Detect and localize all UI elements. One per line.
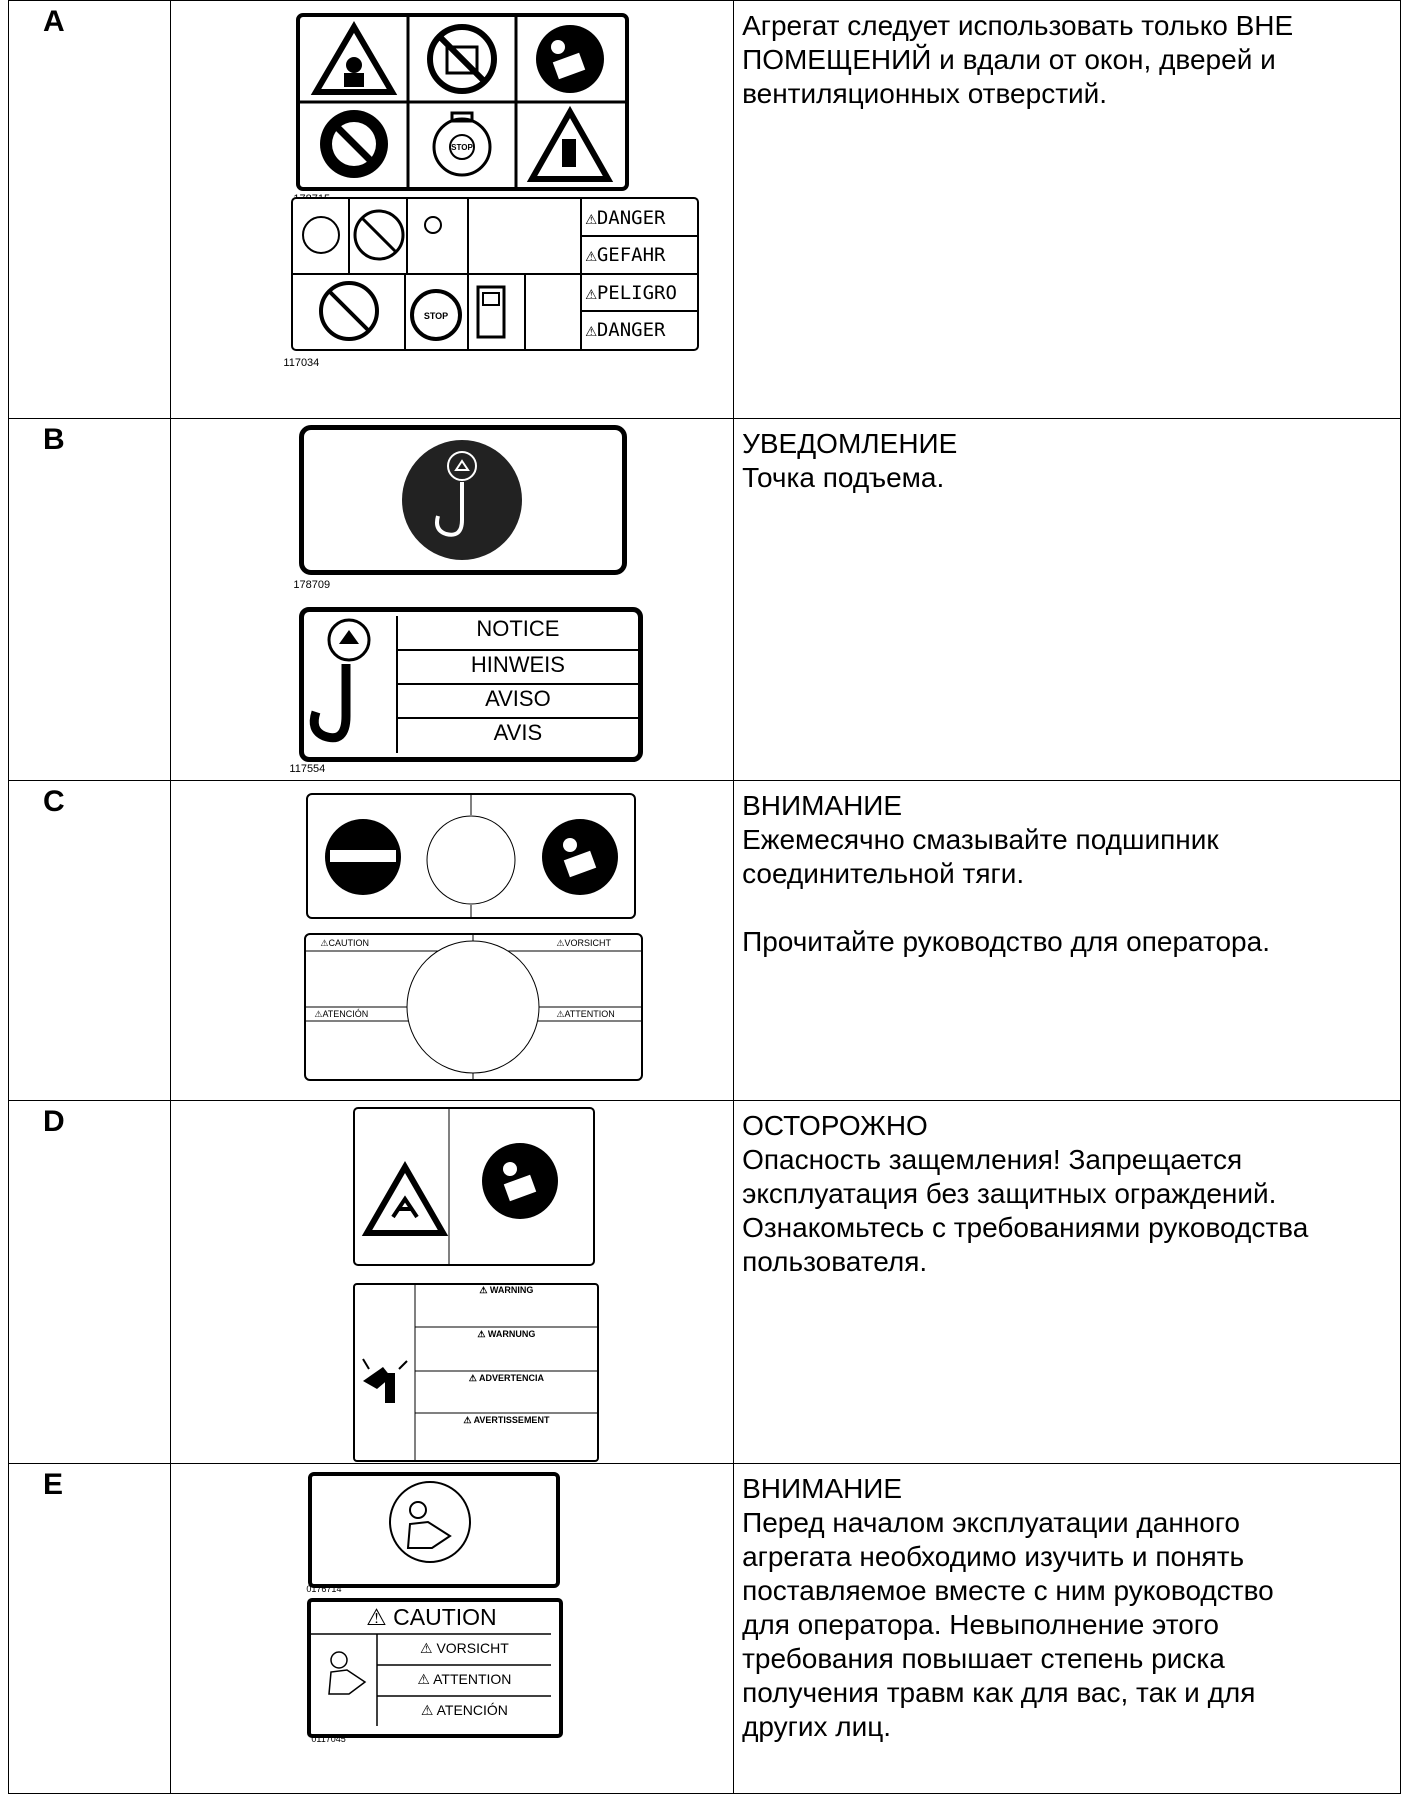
table-row xyxy=(9,1,1401,419)
decal-images xyxy=(171,1,734,419)
decal-pinch-point xyxy=(353,1107,595,1266)
label-notice-es: AVISO xyxy=(485,686,551,711)
description-line: Агрегат следует использовать только ВНЕ xyxy=(742,10,1294,41)
decal-notice-multilingual xyxy=(299,607,643,762)
decal-images xyxy=(171,781,734,1101)
row-letter: E xyxy=(9,1464,171,1794)
decal-grease-monthly xyxy=(306,793,636,919)
decal-danger-multilingual xyxy=(291,197,699,351)
description-line: получения травм как для вас, так и для xyxy=(742,1677,1256,1708)
part-number: 117554 xyxy=(289,763,326,775)
decal-images xyxy=(171,419,734,781)
description-line: других лиц. xyxy=(742,1711,892,1742)
description-line: агрегата необходимо изучить и понять xyxy=(742,1541,1245,1572)
description-line: ВНИМАНИЕ xyxy=(742,1473,903,1504)
description-line: соединительной тяги. xyxy=(742,858,1025,889)
row-letter: B xyxy=(9,419,171,781)
part-number: 178709 xyxy=(293,579,331,591)
part-number: 0176714 xyxy=(306,1584,342,1594)
description-cell xyxy=(734,781,1401,1101)
lift-hook-icon xyxy=(304,430,622,570)
description-line: пользователя. xyxy=(742,1246,928,1277)
label-caution-de: ⚠VORSICHT xyxy=(556,938,611,948)
description-line: ОСТОРОЖНО xyxy=(742,1110,928,1141)
pinch-and-manual-icons xyxy=(355,1109,593,1264)
table-row xyxy=(9,781,1401,1101)
part-number: 0117045 xyxy=(311,1734,346,1744)
description-line: поставляемое вместе с ним руководство xyxy=(742,1575,1274,1606)
label-caution-fr: ⚠ ATTENTION xyxy=(417,1671,512,1687)
description-line: Ознакомьтесь с требованиями руководства xyxy=(742,1212,1309,1243)
decal-lift-point xyxy=(299,425,627,575)
label-caution-de: ⚠ VORSICHT xyxy=(420,1640,509,1656)
caution-circle-divider xyxy=(306,935,641,1079)
label-danger-fr: ⚠DANGER xyxy=(585,319,666,341)
label-danger-es: ⚠PELIGRO xyxy=(585,282,677,304)
description-cell xyxy=(734,1464,1401,1794)
decal-read-manual xyxy=(308,1472,560,1588)
decal-images xyxy=(171,1101,734,1464)
description-line: вентиляционных отверстий. xyxy=(742,78,1108,109)
pictogram-grid-icons xyxy=(300,17,625,187)
label-warning-de: ⚠ WARNUNG xyxy=(477,1329,536,1339)
label-warning-fr: ⚠ AVERTISSEMENT xyxy=(463,1415,550,1425)
safety-decals-table xyxy=(8,0,1401,1794)
decal-pictogram-grid xyxy=(296,13,629,191)
label-caution-es: ⚠ ATENCIÓN xyxy=(420,1702,508,1718)
label-notice-en: NOTICE xyxy=(476,616,560,641)
description-line: для оператора. Невыполнение этого xyxy=(742,1609,1219,1640)
stop-icon: STOP xyxy=(451,143,474,152)
table-row xyxy=(9,1101,1401,1464)
description-line: УВЕДОМЛЕНИЕ xyxy=(742,428,958,459)
row-letter: A xyxy=(9,1,171,419)
description-line: Прочитайте руководство для оператора. xyxy=(742,926,1270,957)
table-row xyxy=(9,419,1401,781)
description-line: Ежемесячно смазывайте подшипник xyxy=(742,824,1219,855)
label-notice-fr: AVIS xyxy=(493,720,543,745)
description-line: ВНИМАНИЕ xyxy=(742,790,903,821)
grease-and-manual-icons xyxy=(308,795,634,917)
description-line: Перед началом эксплуатации данного xyxy=(742,1507,1240,1538)
label-caution-fr: ⚠ATTENTION xyxy=(556,1009,615,1019)
description-line: требования повышает степень риска xyxy=(742,1643,1225,1674)
row-letter: C xyxy=(9,781,171,1101)
description-line: Точка подъема. xyxy=(742,462,945,493)
description-cell xyxy=(734,1101,1401,1464)
decal-caution-manual-multilingual xyxy=(307,1598,563,1738)
description-line: ПОМЕЩЕНИЙ и вдали от окон, дверей и xyxy=(742,44,1276,75)
svg-text:STOP: STOP xyxy=(424,311,449,321)
label-caution-en: ⚠CAUTION xyxy=(320,938,369,948)
row-letter: D xyxy=(9,1101,171,1464)
label-caution-es: ⚠ATENCIÓN xyxy=(314,1009,369,1019)
description-line: Опасность защемления! Запрещается xyxy=(742,1144,1243,1175)
label-warning-es: ⚠ ADVERTENCIA xyxy=(468,1373,545,1383)
description-line: эксплуатация без защитных ограждений. xyxy=(742,1178,1277,1209)
label-warning-en: ⚠ WARNING xyxy=(479,1285,534,1295)
description-cell xyxy=(734,419,1401,781)
label-notice-de: HINWEIS xyxy=(470,652,565,677)
decal-images xyxy=(171,1464,734,1794)
decal-warning-multilingual xyxy=(353,1283,599,1462)
decal-caution-multilingual xyxy=(304,933,643,1081)
table-row xyxy=(9,1464,1401,1794)
description-cell xyxy=(734,1,1401,419)
part-number: 117034 xyxy=(283,357,320,369)
read-manual-icon xyxy=(312,1476,548,1576)
label-caution-head: ⚠ CAUTION xyxy=(366,1604,497,1630)
label-danger-en: ⚠DANGER xyxy=(585,207,666,229)
label-danger-de: ⚠GEFAHR xyxy=(585,244,666,266)
